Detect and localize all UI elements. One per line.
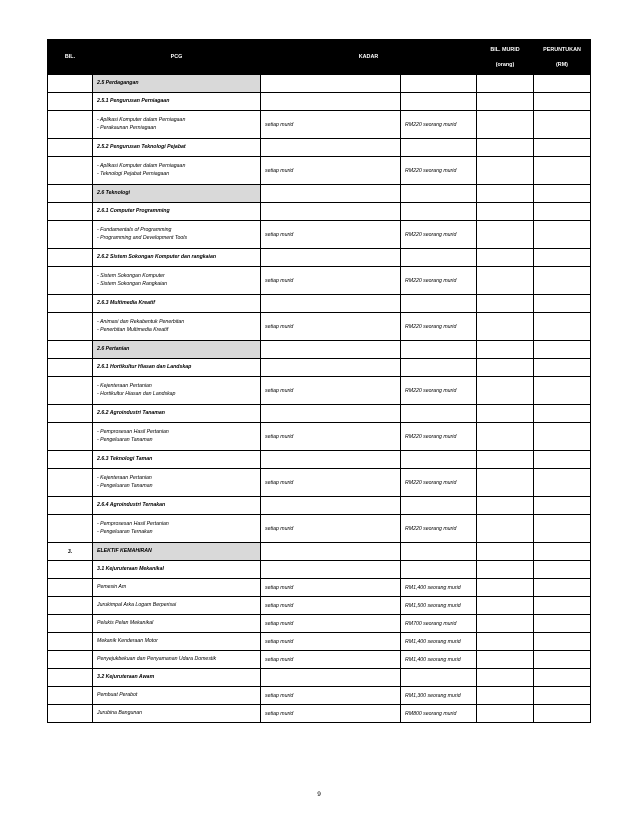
pcg-line: - Animasi dan Rekabentuk Penerbitan	[97, 319, 185, 325]
cell-bil	[48, 561, 93, 579]
cell-bil	[48, 221, 93, 249]
cell-peruntukan[interactable]	[534, 341, 591, 359]
cell-bil-murid[interactable]	[477, 157, 534, 185]
header-kadar: KADAR	[261, 40, 477, 75]
pcg-line: 2.6.2 Sistem Sokongan Komputer dan rangkaian	[97, 253, 217, 260]
cell-bil-murid[interactable]	[477, 651, 534, 669]
pcg-line: Pembuat Perabot	[97, 691, 138, 698]
cell-pcg	[93, 93, 261, 111]
cell-kadar-rate: RM220 seorang murid	[401, 111, 477, 139]
table-row	[48, 687, 591, 705]
cell-bil	[48, 139, 93, 157]
cell-kadar-basis	[261, 561, 401, 579]
cell-kadar-basis	[261, 669, 401, 687]
cell-peruntukan[interactable]	[534, 405, 591, 423]
cell-kadar-basis: setiap murid	[261, 579, 401, 597]
cell-kadar-basis: setiap murid	[261, 221, 401, 249]
cell-bil-murid[interactable]	[477, 669, 534, 687]
cell-bil	[48, 267, 93, 295]
cell-kadar-rate	[401, 669, 477, 687]
table-row	[48, 561, 591, 579]
cell-bil	[48, 705, 93, 723]
header-bil-murid-label: BIL. MURID	[490, 46, 520, 53]
cell-peruntukan[interactable]	[534, 543, 591, 561]
cell-pcg	[93, 469, 261, 497]
table-row	[48, 111, 591, 139]
cell-kadar-basis	[261, 543, 401, 561]
pcg-line: 2.6.1 Hortikultur Hiasan dan Landskap	[97, 363, 192, 370]
table-row	[48, 93, 591, 111]
table-row	[48, 515, 591, 543]
cell-bil-murid[interactable]	[477, 451, 534, 469]
cell-bil	[48, 579, 93, 597]
table-row	[48, 185, 591, 203]
cell-kadar-basis	[261, 341, 401, 359]
pcg-line: - Kejenteraan Pertanian	[97, 475, 152, 481]
cell-bil-murid[interactable]	[477, 597, 534, 615]
cell-peruntukan[interactable]	[534, 203, 591, 221]
cell-kadar-basis: setiap murid	[261, 515, 401, 543]
cell-bil-murid[interactable]	[477, 341, 534, 359]
cell-kadar-rate	[401, 405, 477, 423]
cell-kadar-basis	[261, 93, 401, 111]
cell-pcg	[93, 669, 261, 687]
pcg-line: - Sistem Sokongan Komputer	[97, 273, 165, 279]
cell-kadar-basis	[261, 249, 401, 267]
cell-kadar-rate: RM220 seorang murid	[401, 267, 477, 295]
cell-peruntukan[interactable]	[534, 313, 591, 341]
pcg-line: - Pengeluaran Tanaman	[97, 482, 153, 489]
cell-bil-murid[interactable]	[477, 267, 534, 295]
table-row	[48, 313, 591, 341]
cell-bil-murid[interactable]	[477, 377, 534, 405]
cell-bil	[48, 633, 93, 651]
pcg-line: 2.6.2 Agroindustri Tanaman	[97, 409, 165, 416]
cell-kadar-rate: RM220 seorang murid	[401, 469, 477, 497]
cell-bil	[48, 203, 93, 221]
cell-peruntukan[interactable]	[534, 451, 591, 469]
cell-pcg	[93, 249, 261, 267]
cell-kadar-rate	[401, 249, 477, 267]
cell-kadar-rate	[401, 203, 477, 221]
cell-peruntukan[interactable]	[534, 669, 591, 687]
cell-pcg	[93, 423, 261, 451]
cell-bil	[48, 451, 93, 469]
cell-bil-murid[interactable]	[477, 185, 534, 203]
cell-kadar-rate	[401, 185, 477, 203]
cell-kadar-basis: setiap murid	[261, 705, 401, 723]
cell-kadar-rate	[401, 497, 477, 515]
pcg-line: - Aplikasi Komputer dalam Perniagaan	[97, 117, 186, 123]
cell-bil-murid[interactable]	[477, 579, 534, 597]
header-peruntukan-label: PERUNTUKAN	[543, 46, 581, 53]
cell-pcg	[93, 75, 261, 93]
table-row	[48, 139, 591, 157]
cell-bil-murid[interactable]	[477, 75, 534, 93]
cell-kadar-basis	[261, 497, 401, 515]
cell-pcg	[93, 139, 261, 157]
cell-kadar-rate: RM220 seorang murid	[401, 515, 477, 543]
pcg-line: - Penerbitan Multimedia Kreatif	[97, 326, 169, 333]
table-row	[48, 423, 591, 451]
cell-kadar-rate: RM220 seorang murid	[401, 423, 477, 451]
header-bil-murid-unit: (orang)	[495, 61, 515, 68]
cell-kadar-rate: RM220 seorang murid	[401, 221, 477, 249]
cell-peruntukan[interactable]	[534, 377, 591, 405]
cell-bil-murid[interactable]	[477, 405, 534, 423]
table-row	[48, 469, 591, 497]
cell-peruntukan[interactable]	[534, 633, 591, 651]
cell-pcg	[93, 651, 261, 669]
cell-kadar-basis	[261, 359, 401, 377]
pcg-line: - Perakaunan Perniagaan	[97, 124, 157, 131]
table-row	[48, 497, 591, 515]
cell-peruntukan[interactable]	[534, 469, 591, 497]
cell-kadar-rate	[401, 543, 477, 561]
cell-kadar-rate	[401, 75, 477, 93]
pcg-line: - Hortikultur Hiasan dan Landskap	[97, 390, 176, 397]
cell-kadar-basis	[261, 203, 401, 221]
pcg-line: Mekanik Kenderaan Motor	[97, 637, 158, 644]
table-row	[48, 295, 591, 313]
cell-bil-murid[interactable]	[477, 615, 534, 633]
cell-pcg	[93, 497, 261, 515]
cell-peruntukan[interactable]	[534, 359, 591, 377]
cell-bil: 3.	[48, 543, 93, 561]
cell-peruntukan[interactable]	[534, 515, 591, 543]
cell-bil-murid[interactable]	[477, 203, 534, 221]
table-row	[48, 203, 591, 221]
pcg-line: 2.6.3 Multimedia Kreatif	[97, 299, 155, 306]
table-row	[48, 377, 591, 405]
cell-bil-murid[interactable]	[477, 221, 534, 249]
cell-peruntukan[interactable]	[534, 651, 591, 669]
cell-pcg	[93, 405, 261, 423]
cell-bil-murid[interactable]	[477, 111, 534, 139]
cell-bil-murid[interactable]	[477, 359, 534, 377]
cell-kadar-rate	[401, 561, 477, 579]
pcg-line: 2.6 Pertanian	[97, 345, 130, 352]
cell-kadar-basis: setiap murid	[261, 111, 401, 139]
pcg-line: 3.2 Kejuruteraan Awam	[97, 673, 155, 680]
cell-peruntukan[interactable]	[534, 93, 591, 111]
header-peruntukan	[534, 40, 591, 75]
header-bil-murid	[477, 40, 534, 75]
pcg-line: 3.1 Kejuruteraan Mekanikal	[97, 565, 164, 572]
cell-bil-murid[interactable]	[477, 497, 534, 515]
table-row	[48, 75, 591, 93]
cell-bil	[48, 597, 93, 615]
header-bil: BIL.	[48, 40, 93, 75]
table-row	[48, 651, 591, 669]
pcg-line: - Programming and Development Tools	[97, 234, 188, 241]
cell-bil	[48, 359, 93, 377]
cell-pcg	[93, 341, 261, 359]
cell-bil-murid[interactable]	[477, 705, 534, 723]
cell-kadar-rate: RM220 seorang murid	[401, 377, 477, 405]
cell-bil	[48, 185, 93, 203]
cell-kadar-rate: RM800 seorang murid	[401, 705, 477, 723]
cell-bil-murid[interactable]	[477, 249, 534, 267]
cell-bil-murid[interactable]	[477, 139, 534, 157]
cell-pcg	[93, 111, 261, 139]
cell-kadar-basis: setiap murid	[261, 615, 401, 633]
pcg-line: - Kejenteraan Pertanian	[97, 383, 152, 389]
cell-bil	[48, 687, 93, 705]
cell-pcg	[93, 561, 261, 579]
cell-kadar-basis: setiap murid	[261, 157, 401, 185]
cell-peruntukan[interactable]	[534, 597, 591, 615]
cell-pcg	[93, 451, 261, 469]
cell-kadar-rate	[401, 295, 477, 313]
cell-kadar-rate: RM1,400 seorang murid	[401, 651, 477, 669]
cell-peruntukan[interactable]	[534, 185, 591, 203]
cell-kadar-basis: setiap murid	[261, 313, 401, 341]
table-row	[48, 579, 591, 597]
cell-peruntukan[interactable]	[534, 267, 591, 295]
pcg-line: - Fundamentals of Programming	[97, 227, 172, 233]
cell-bil-murid[interactable]	[477, 687, 534, 705]
cell-bil	[48, 423, 93, 451]
table-row	[48, 249, 591, 267]
cell-pcg	[93, 203, 261, 221]
cell-pcg	[93, 597, 261, 615]
pcg-line: 2.6.1 Computer Programming	[97, 207, 170, 214]
cell-bil	[48, 157, 93, 185]
cell-kadar-basis	[261, 405, 401, 423]
cell-peruntukan[interactable]	[534, 249, 591, 267]
header-pcg: PCG	[93, 40, 261, 75]
cell-bil-murid[interactable]	[477, 515, 534, 543]
cell-pcg	[93, 633, 261, 651]
cell-bil	[48, 405, 93, 423]
cell-peruntukan[interactable]	[534, 139, 591, 157]
cell-peruntukan[interactable]	[534, 75, 591, 93]
pcg-line: - Pemprosesan Hasil Pertanian	[97, 429, 169, 435]
cell-pcg	[93, 515, 261, 543]
cell-kadar-rate	[401, 93, 477, 111]
cell-bil	[48, 75, 93, 93]
pcg-line: 2.6.3 Teknologi Taman	[97, 455, 153, 462]
table-body	[48, 75, 591, 723]
cell-peruntukan[interactable]	[534, 497, 591, 515]
cell-peruntukan[interactable]	[534, 561, 591, 579]
cell-kadar-basis	[261, 185, 401, 203]
pcg-line: 2.5.2 Pengurusan Teknologi Pejabat	[97, 143, 186, 150]
cell-bil	[48, 515, 93, 543]
cell-bil	[48, 651, 93, 669]
cell-bil	[48, 469, 93, 497]
pcg-line: 2.5 Perdagangan	[97, 79, 139, 86]
table-row	[48, 615, 591, 633]
cell-bil	[48, 295, 93, 313]
cell-pcg	[93, 579, 261, 597]
header-peruntukan-unit: (RM)	[556, 61, 568, 68]
cell-bil	[48, 313, 93, 341]
cell-pcg	[93, 185, 261, 203]
cell-kadar-basis: setiap murid	[261, 633, 401, 651]
pcg-line: - Pengeluaran Ternakan	[97, 528, 153, 535]
cell-peruntukan[interactable]	[534, 687, 591, 705]
pcg-line: - Aplikasi Komputer dalam Perniagaan	[97, 163, 186, 169]
table-row	[48, 267, 591, 295]
cell-bil	[48, 377, 93, 405]
pcg-line: - Sistem Sokongan Rangkaian	[97, 280, 168, 287]
cell-pcg	[93, 615, 261, 633]
pcg-line: 2.6 Teknologi	[97, 189, 130, 196]
pcg-line: - Pengeluaran Tanaman	[97, 436, 153, 443]
pcg-line: 2.6.4 Agroindustri Ternakan	[97, 501, 166, 508]
pcg-line: - Pemprosesan Hasil Pertanian	[97, 521, 169, 527]
cell-bil-murid[interactable]	[477, 423, 534, 451]
cell-peruntukan[interactable]	[534, 111, 591, 139]
cell-kadar-rate	[401, 341, 477, 359]
cell-bil	[48, 249, 93, 267]
page-number: 9	[317, 791, 321, 798]
cell-pcg	[93, 157, 261, 185]
cell-pcg	[93, 221, 261, 249]
cell-kadar-rate: RM220 seorang murid	[401, 157, 477, 185]
cell-kadar-rate	[401, 451, 477, 469]
cell-bil	[48, 615, 93, 633]
cell-pcg	[93, 295, 261, 313]
cell-kadar-basis	[261, 75, 401, 93]
cell-kadar-rate: RM1,300 seorang murid	[401, 687, 477, 705]
table-header-row	[48, 40, 591, 75]
cell-kadar-basis: setiap murid	[261, 651, 401, 669]
table-row	[48, 157, 591, 185]
cell-bil-murid[interactable]	[477, 561, 534, 579]
cell-kadar-rate	[401, 359, 477, 377]
pcg-line: Jurubina Bangunan	[97, 709, 142, 716]
table-row	[48, 633, 591, 651]
pcg-line: Pelukis Pelan Mekanikal	[97, 619, 154, 626]
cell-pcg	[93, 687, 261, 705]
cell-bil	[48, 341, 93, 359]
table-row	[48, 669, 591, 687]
cell-kadar-rate: RM220 seorang murid	[401, 313, 477, 341]
pcg-line: ELEKTIF KEMAHIRAN	[97, 547, 152, 554]
cell-bil	[48, 669, 93, 687]
cell-pcg	[93, 377, 261, 405]
table-row	[48, 705, 591, 723]
cell-bil-murid[interactable]	[477, 295, 534, 313]
cell-bil-murid[interactable]	[477, 543, 534, 561]
cell-kadar-basis: setiap murid	[261, 687, 401, 705]
cell-pcg	[93, 543, 261, 561]
cell-kadar-rate: RM1,400 seorang murid	[401, 579, 477, 597]
cell-kadar-basis: setiap murid	[261, 377, 401, 405]
cell-pcg	[93, 313, 261, 341]
cell-kadar-basis: setiap murid	[261, 597, 401, 615]
cell-bil-murid[interactable]	[477, 93, 534, 111]
cell-kadar-rate: RM1,500 seorang murid	[401, 597, 477, 615]
cell-bil	[48, 497, 93, 515]
cell-peruntukan[interactable]	[534, 295, 591, 313]
pcg-line: Jurukimpal Arka Logam Berperisai	[97, 601, 177, 608]
pcg-line: 2.5.1 Pengurusan Perniagaan	[97, 97, 170, 104]
cell-kadar-basis	[261, 451, 401, 469]
cell-kadar-basis: setiap murid	[261, 423, 401, 451]
cell-peruntukan[interactable]	[534, 579, 591, 597]
cell-bil-murid[interactable]	[477, 469, 534, 497]
allocation-table	[47, 39, 591, 723]
cell-peruntukan[interactable]	[534, 615, 591, 633]
table-row	[48, 405, 591, 423]
cell-kadar-rate: RM700 seorang murid	[401, 615, 477, 633]
cell-pcg	[93, 267, 261, 295]
cell-bil-murid[interactable]	[477, 633, 534, 651]
cell-kadar-rate: RM1,400 seorang murid	[401, 633, 477, 651]
cell-kadar-basis: setiap murid	[261, 469, 401, 497]
cell-bil-murid[interactable]	[477, 313, 534, 341]
pcg-line: - Teknologi Pejabat Perniagaan	[97, 170, 170, 177]
table-row	[48, 451, 591, 469]
cell-kadar-basis	[261, 295, 401, 313]
cell-kadar-rate	[401, 139, 477, 157]
pcg-line: Penyejukbekuan dan Penyamanan Udara Domestik	[97, 655, 217, 662]
table-row	[48, 359, 591, 377]
cell-bil	[48, 111, 93, 139]
table-row	[48, 597, 591, 615]
cell-kadar-basis: setiap murid	[261, 267, 401, 295]
cell-pcg	[93, 359, 261, 377]
pcg-line: Pemesin Am	[97, 583, 127, 590]
table-row	[48, 543, 591, 561]
table-row	[48, 221, 591, 249]
cell-peruntukan[interactable]	[534, 705, 591, 723]
cell-bil	[48, 93, 93, 111]
cell-pcg	[93, 705, 261, 723]
table-row	[48, 341, 591, 359]
cell-kadar-basis	[261, 139, 401, 157]
cell-peruntukan[interactable]	[534, 423, 591, 451]
cell-peruntukan[interactable]	[534, 221, 591, 249]
cell-peruntukan[interactable]	[534, 157, 591, 185]
